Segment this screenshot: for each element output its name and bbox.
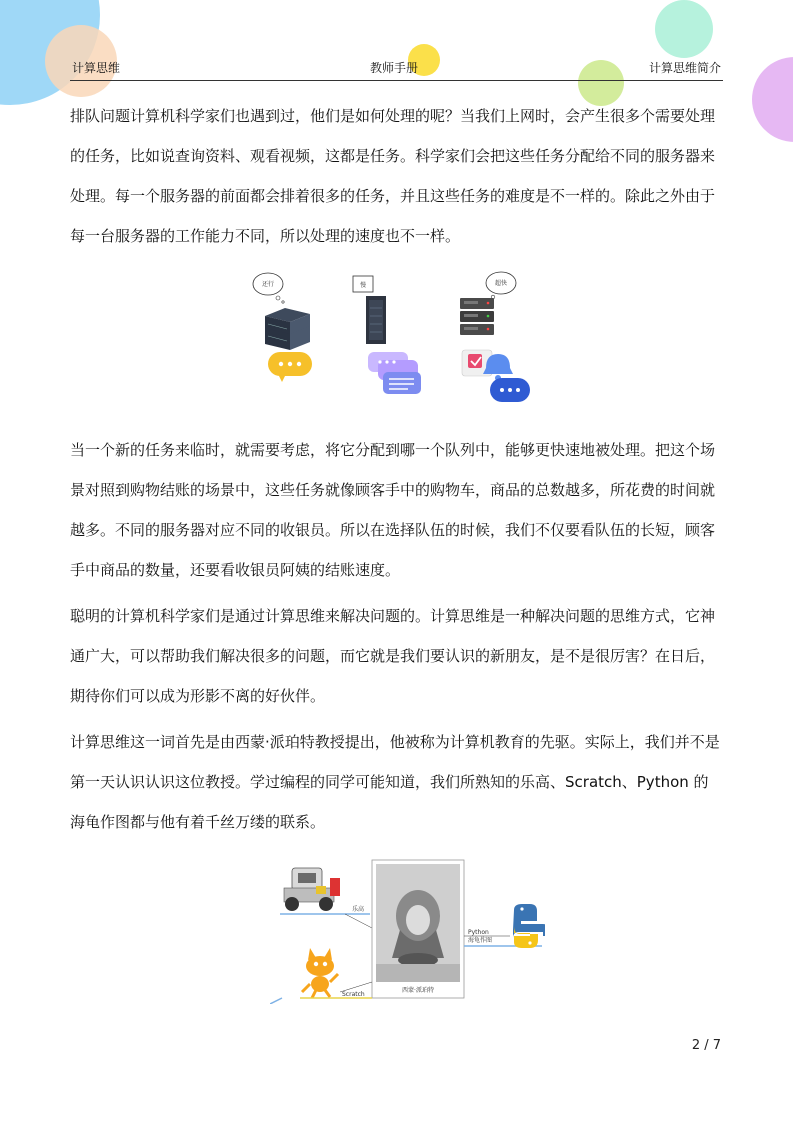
page-header	[70, 58, 723, 81]
server-cluster-icon	[265, 308, 310, 350]
tower-server-icon	[366, 296, 386, 344]
thought-bubble-fast-icon	[486, 272, 516, 299]
server-speed-figure	[250, 268, 540, 418]
scratch-cat-icon	[302, 948, 338, 998]
bubble-label-slow: 慢	[359, 282, 367, 289]
header-right: 计算思维简介	[648, 61, 721, 75]
notification-icon	[462, 350, 530, 402]
lego-robot-icon	[284, 868, 340, 911]
portrait-photo	[372, 860, 464, 998]
monitor-icon	[353, 276, 373, 292]
header-left: 计算思维	[72, 61, 121, 75]
decor-circle-mint	[655, 0, 713, 58]
message-stack-icon	[368, 352, 421, 394]
paragraph-2: 当一个新的任务来临时，就需要考虑，将它分配到哪一个队列中，能够更快速地被处理。把这个场景对照到购物结账的场景中，这些任务就像顾客手中的购物车，商品的总数越多，所花费的时间就越多。不同的服务器对应不同的收银员。所以在选择队伍的时候，我们不仅要看队伍的长短，顾客手中商品的数量，还要看收银员阿姨的结账速度。	[70, 441, 716, 579]
portrait-caption: 西蒙·派珀特	[402, 987, 434, 994]
bubble-label-ok: 还行	[261, 281, 275, 288]
papert-connections-figure	[270, 856, 545, 1004]
thought-bubble-icon	[253, 273, 284, 303]
paragraph-4: 计算思维这一词首先是由西蒙·派珀特教授提出，他被称为计算机教育的先驱。实际上，我们并不是第一天认识认识这位教授。学过编程的同学可能知道，我们所熟知的乐高、Scratch、Python 的海龟作图都与他有着千丝万缕的联系。	[70, 733, 720, 831]
chat-bubble-icon	[268, 352, 312, 382]
paragraph-1: 排队问题计算机科学家们也遇到过，他们是如何处理的呢？当我们上网时，会产生很多个需要处理的任务，比如说查询资料、观看视频，这都是任务。科学家们会把这些任务分配给不同的服务器来处理。每一个服务器的前面都会排着很多的任务，并且这些任务的难度是不一样的。除此之外由于每一台服务器的工作能力不同，所以处理的速度也不一样。	[70, 107, 716, 245]
python-logo-icon	[513, 904, 545, 948]
lego-label: 乐高	[352, 906, 365, 913]
rack-server-icon	[460, 298, 494, 335]
scratch-label: Scratch	[342, 991, 365, 998]
header-center: 教师手册	[370, 61, 419, 75]
turtle-label: 海龟作图	[468, 937, 493, 944]
decor-circle-violet	[752, 57, 793, 142]
python-label: Python	[468, 929, 489, 936]
page-number: 2 / 7	[691, 1038, 721, 1053]
paragraph-3: 聪明的计算机科学家们是通过计算思维来解决问题的。计算思维是一种解决问题的思维方式，它神通广大，可以帮助我们解决很多的问题，而它就是我们要认识的新朋友，是不是很厉害？在日后，期待你们可以成为形影不离的好伙伴。	[70, 607, 716, 705]
bubble-label-fast: 超快	[494, 280, 508, 287]
